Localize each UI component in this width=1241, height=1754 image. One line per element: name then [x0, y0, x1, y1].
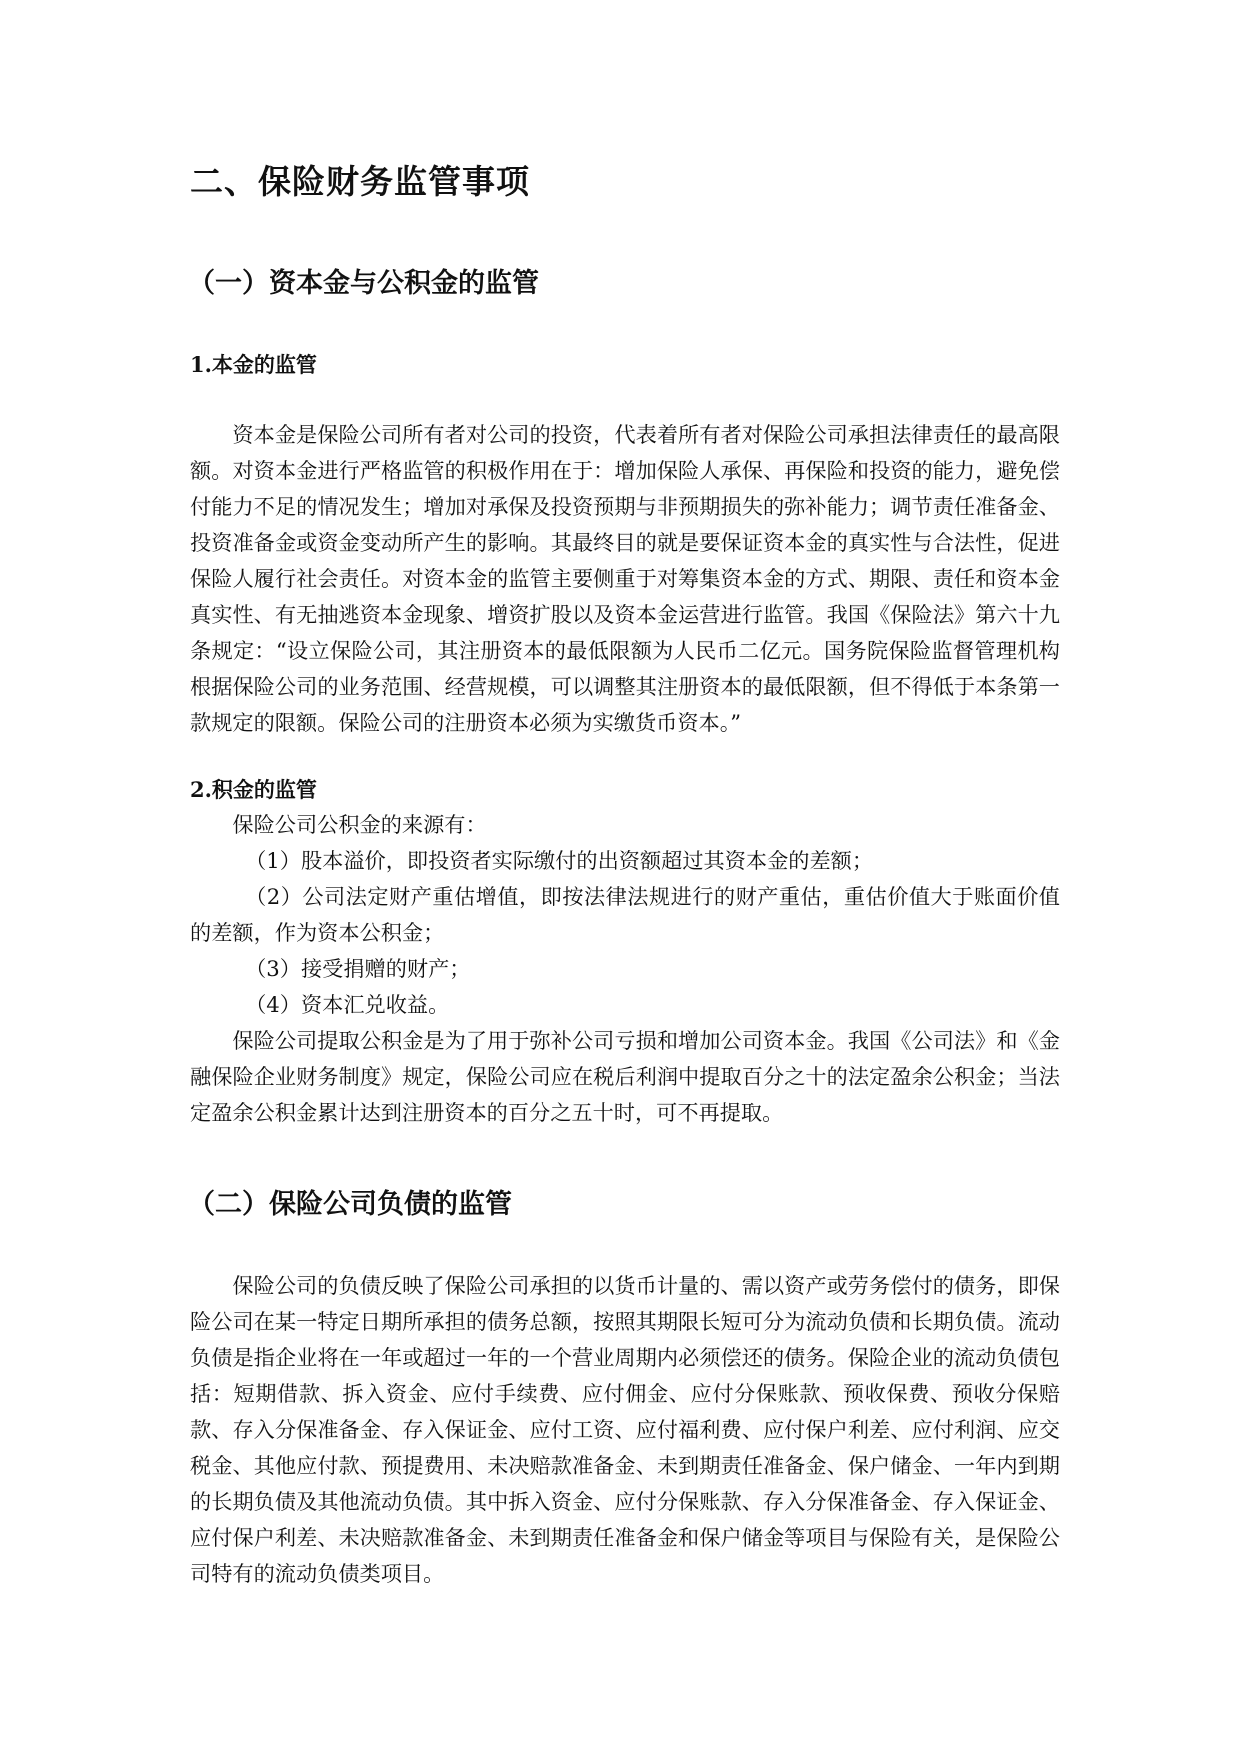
reserve-sources-list — [190, 807, 1060, 1131]
subsection-title-liabilities: （二）保险公司负债的监管 — [188, 1189, 512, 1220]
subsection-title-capital: （一）资本金与公积金的监管 — [188, 268, 539, 299]
paragraph-reserve: 保险公司提取公积金是为了用于弥补公司亏损和增加公司资本金。我国《公司法》和《金融保险企业财务制度》规定，保险公司应在税后利润中提取百分之十的法定盈余公积金；当法定盈余公积金累计达到注册资本的百分之五十时，可不再提取。 — [190, 1028, 1060, 1125]
item-title-capital: 1.本金的监管 — [190, 352, 317, 377]
list-item: （1）股本溢价，即投资者实际缴付的出资额超过其资本金的差额； — [245, 848, 874, 873]
section-title: 二、保险财务监管事项 — [190, 162, 530, 201]
list-item: （2）公司法定财产重估增值，即按法律法规进行的财产重估，重估价值大于账面价值的差额，作为资本公积金； — [190, 884, 1060, 945]
list-item: （3）接受捐赠的财产； — [245, 956, 471, 981]
list-item: （4）资本汇兑收益。 — [245, 992, 450, 1017]
reserve-sources-intro: 保险公司公积金的来源有： — [232, 812, 487, 837]
paragraph-capital: 资本金是保险公司所有者对公司的投资，代表着所有者对保险公司承担法律责任的最高限额。对资本金进行严格监管的积极作用在于：增加保险人承保、再保险和投资的能力，避免偿付能力不足的情况发生；增加对承保及投资预期与非预期损失的弥补能力；调节责任准备金、投资准备金或资金变动所产生的影响。其最终目的就是要保证资本金的真实性与合法性，促进保险人履行社会责任。对资本金的监管主要侧重于对筹集资本金的方式、期限、责任和资本金真实性、有无抽逃资本金现象、增资扩股以及资本金运营进行监管。我国《保险法》第六十九条规定：“设立保险公司，其注册资本的最低限额为人民币二亿元。国务院保险监督管理机构根据保险公司的业务范围、经营规模，可以调整其注册资本的最低限额，但不得低于本条第一款规定的限额。保险公司的注册资本必须为实缴货币资本。” — [190, 422, 1060, 735]
paragraph-liabilities: 保险公司的负债反映了保险公司承担的以货币计量的、需以资产或劳务偿付的债务，即保险公司在某一特定日期所承担的债务总额，按照其期限长短可分为流动负债和长期负债。流动负债是指企业将在一年或超过一年的一个营业周期内必须偿还的债务。保险企业的流动负债包括：短期借款、拆入资金、应付手续费、应付佣金、应付分保账款、预收保费、预收分保赔款、存入分保准备金、存入保证金、应付工资、应付福利费、应付保户利差、应付利润、应交税金、其他应付款、预提费用、未决赔款准备金、未到期责任准备金、保户储金、一年内到期的长期负债及其他流动负债。其中拆入资金、应付分保账款、存入分保准备金、存入保证金、应付保户利差、未决赔款准备金、未到期责任准备金和保户储金等项目与保险有关，是保险公司特有的流动负债类项目。 — [190, 1273, 1060, 1586]
item-title-reserve: 2.积金的监管 — [190, 777, 317, 802]
